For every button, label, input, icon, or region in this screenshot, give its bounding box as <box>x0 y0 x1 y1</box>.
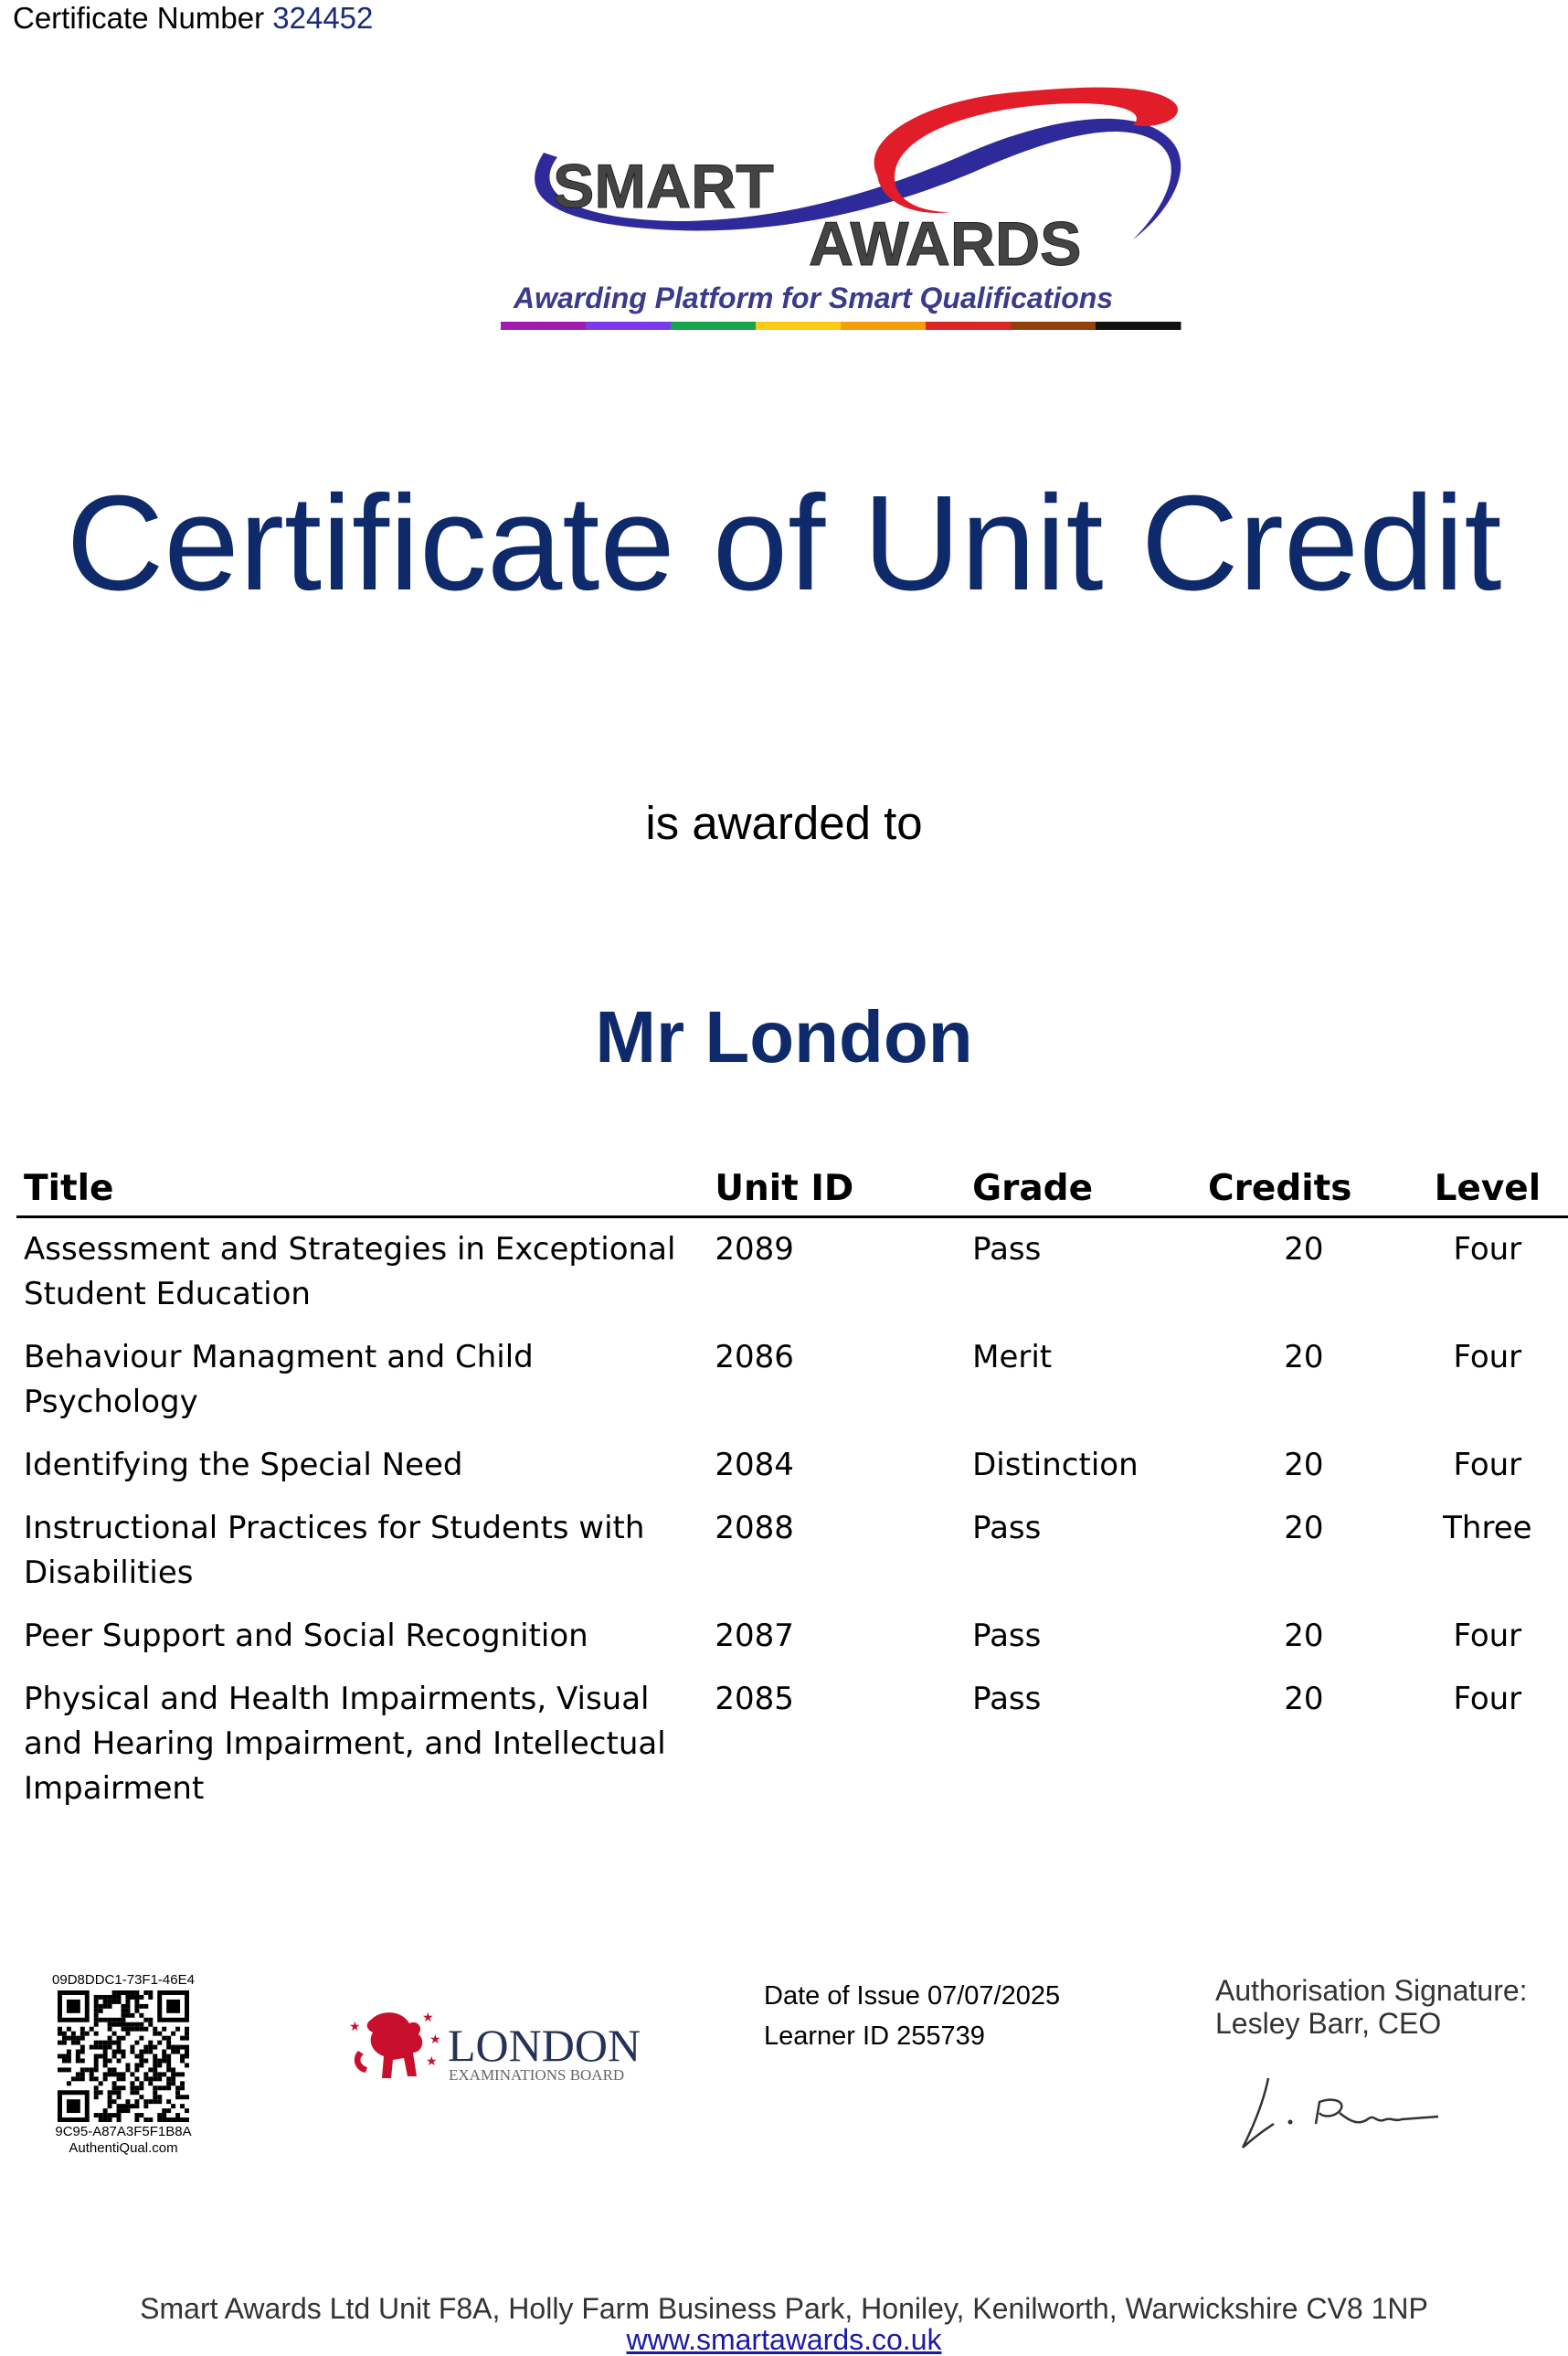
svg-text:★: ★ <box>422 2011 434 2025</box>
cell-credits: 20 <box>1284 1447 1324 1483</box>
logo-word-awards: AWARDS <box>809 209 1082 279</box>
website-link[interactable]: www.smartawards.co.uk <box>626 2323 942 2356</box>
awarded-text: is awarded to <box>645 797 923 849</box>
logo-stripe <box>841 322 927 330</box>
logo-stripe <box>926 322 1012 330</box>
cell-unit-id: 2089 <box>715 1231 794 1268</box>
authorisation-label: Authorisation Signature: <box>1215 1974 1528 2007</box>
table-header-row <box>16 1161 1568 1217</box>
svg-text:★: ★ <box>429 2032 441 2047</box>
cell-title: Assessment and Strategies in Exceptional Student Education <box>24 1231 676 1312</box>
header-unit-id: Unit ID <box>707 1161 965 1217</box>
table-row <box>16 1605 1568 1668</box>
table-row <box>16 1217 1568 1327</box>
cell-credits: 20 <box>1284 1231 1324 1268</box>
cell-title: Identifying the Special Need <box>24 1447 463 1483</box>
cell-grade: Merit <box>972 1339 1053 1375</box>
table-row <box>16 1668 1568 1820</box>
london-board-subtitle: EXAMINATIONS BOARD <box>449 2066 625 2084</box>
svg-text:★: ★ <box>349 2020 361 2034</box>
london-board-name: LONDON <box>448 2020 641 2071</box>
table-row <box>16 1434 1568 1497</box>
logo-word-smart: SMART <box>553 152 774 221</box>
cell-grade: Pass <box>972 1618 1042 1654</box>
recipient-name: Mr London <box>595 996 973 1077</box>
signature-image <box>1232 2069 1451 2151</box>
cell-unit-id: 2085 <box>715 1681 794 1717</box>
cell-unit-id: 2088 <box>715 1510 794 1546</box>
header-grade: Grade <box>965 1161 1201 1217</box>
cell-grade: Pass <box>972 1510 1042 1546</box>
authorisation-block <box>1215 1974 1528 2040</box>
learner-id-value: 255739 <box>896 2022 985 2051</box>
date-of-issue-label: Date of Issue <box>764 1981 920 2011</box>
cell-credits: 20 <box>1284 1681 1324 1717</box>
cell-grade: Pass <box>972 1231 1042 1268</box>
cell-title: Peer Support and Social Recognition <box>24 1618 588 1654</box>
svg-text:★: ★ <box>426 2054 438 2069</box>
logo-stripe <box>586 322 672 330</box>
certificate-number-value: 324452 <box>272 1 374 35</box>
logo-stripe <box>501 322 587 330</box>
smart-awards-logo <box>493 66 1188 340</box>
cell-grade: Pass <box>972 1681 1042 1717</box>
cell-credits: 20 <box>1284 1339 1324 1375</box>
cell-level: Four <box>1453 1339 1522 1375</box>
qr-code-top: 09D8DDC1-73F1-46E4 <box>52 1972 195 1988</box>
certificate-title: Certificate of Unit Credit <box>66 468 1502 619</box>
lion-emblem-icon <box>349 2011 441 2078</box>
issue-info <box>764 1976 1060 2056</box>
logo-stripe <box>1096 322 1181 330</box>
verification-qr-block <box>37 1972 210 2157</box>
footer-website <box>0 2323 1568 2356</box>
cell-level: Four <box>1453 1447 1522 1483</box>
date-of-issue <box>764 1976 1060 2016</box>
certificate-number-label: Certificate Number <box>13 1 265 35</box>
units-table <box>16 1161 1568 1820</box>
cell-title: Physical and Health Impairments, Visual and Hearing Impairment, and Intellectual Impairment <box>24 1681 666 1807</box>
cell-level: Four <box>1453 1681 1522 1717</box>
cell-title: Instructional Practices for Students with Disabilities <box>24 1510 645 1591</box>
logo-stripe <box>756 322 842 330</box>
cell-unit-id: 2087 <box>715 1618 794 1654</box>
cell-credits: 20 <box>1284 1510 1324 1546</box>
cell-grade: Distinction <box>972 1447 1139 1483</box>
logo-stripe <box>1011 322 1097 330</box>
learner-id <box>764 2016 1060 2056</box>
table-row <box>16 1497 1568 1605</box>
london-examinations-board-logo <box>345 1992 674 2102</box>
header-title: Title <box>16 1161 707 1217</box>
cell-title: Behaviour Managment and Child Psychology <box>24 1339 534 1420</box>
logo-tagline: Awarding Platform for Smart Qualifications <box>514 281 1114 314</box>
date-of-issue-value: 07/07/2025 <box>927 1981 1061 2011</box>
learner-id-label: Learner ID <box>764 2022 890 2051</box>
authorisation-name: Lesley Barr, CEO <box>1215 2007 1442 2040</box>
cell-level: Four <box>1453 1231 1522 1268</box>
qr-code-icon[interactable] <box>58 1990 189 2122</box>
cell-credits: 20 <box>1284 1618 1324 1654</box>
logo-color-stripes <box>501 322 1181 330</box>
certificate-number <box>13 0 373 37</box>
cell-unit-id: 2084 <box>715 1447 794 1483</box>
cell-unit-id: 2086 <box>715 1339 794 1375</box>
logo-stripe <box>671 322 757 330</box>
qr-site: AuthentiQual.com <box>69 2140 178 2156</box>
header-credits: Credits <box>1201 1161 1400 1217</box>
qr-code-bottom: 9C95-A87A3F5F1B8A <box>55 2124 192 2139</box>
cell-level: Three <box>1443 1510 1532 1546</box>
table-row <box>16 1326 1568 1434</box>
footer-address: Smart Awards Ltd Unit F8A, Holly Farm Business Park, Honiley, Kenilworth, Warwickshire CV8 1NP <box>140 2292 1428 2325</box>
cell-level: Four <box>1453 1618 1522 1654</box>
header-level: Level <box>1400 1161 1568 1217</box>
